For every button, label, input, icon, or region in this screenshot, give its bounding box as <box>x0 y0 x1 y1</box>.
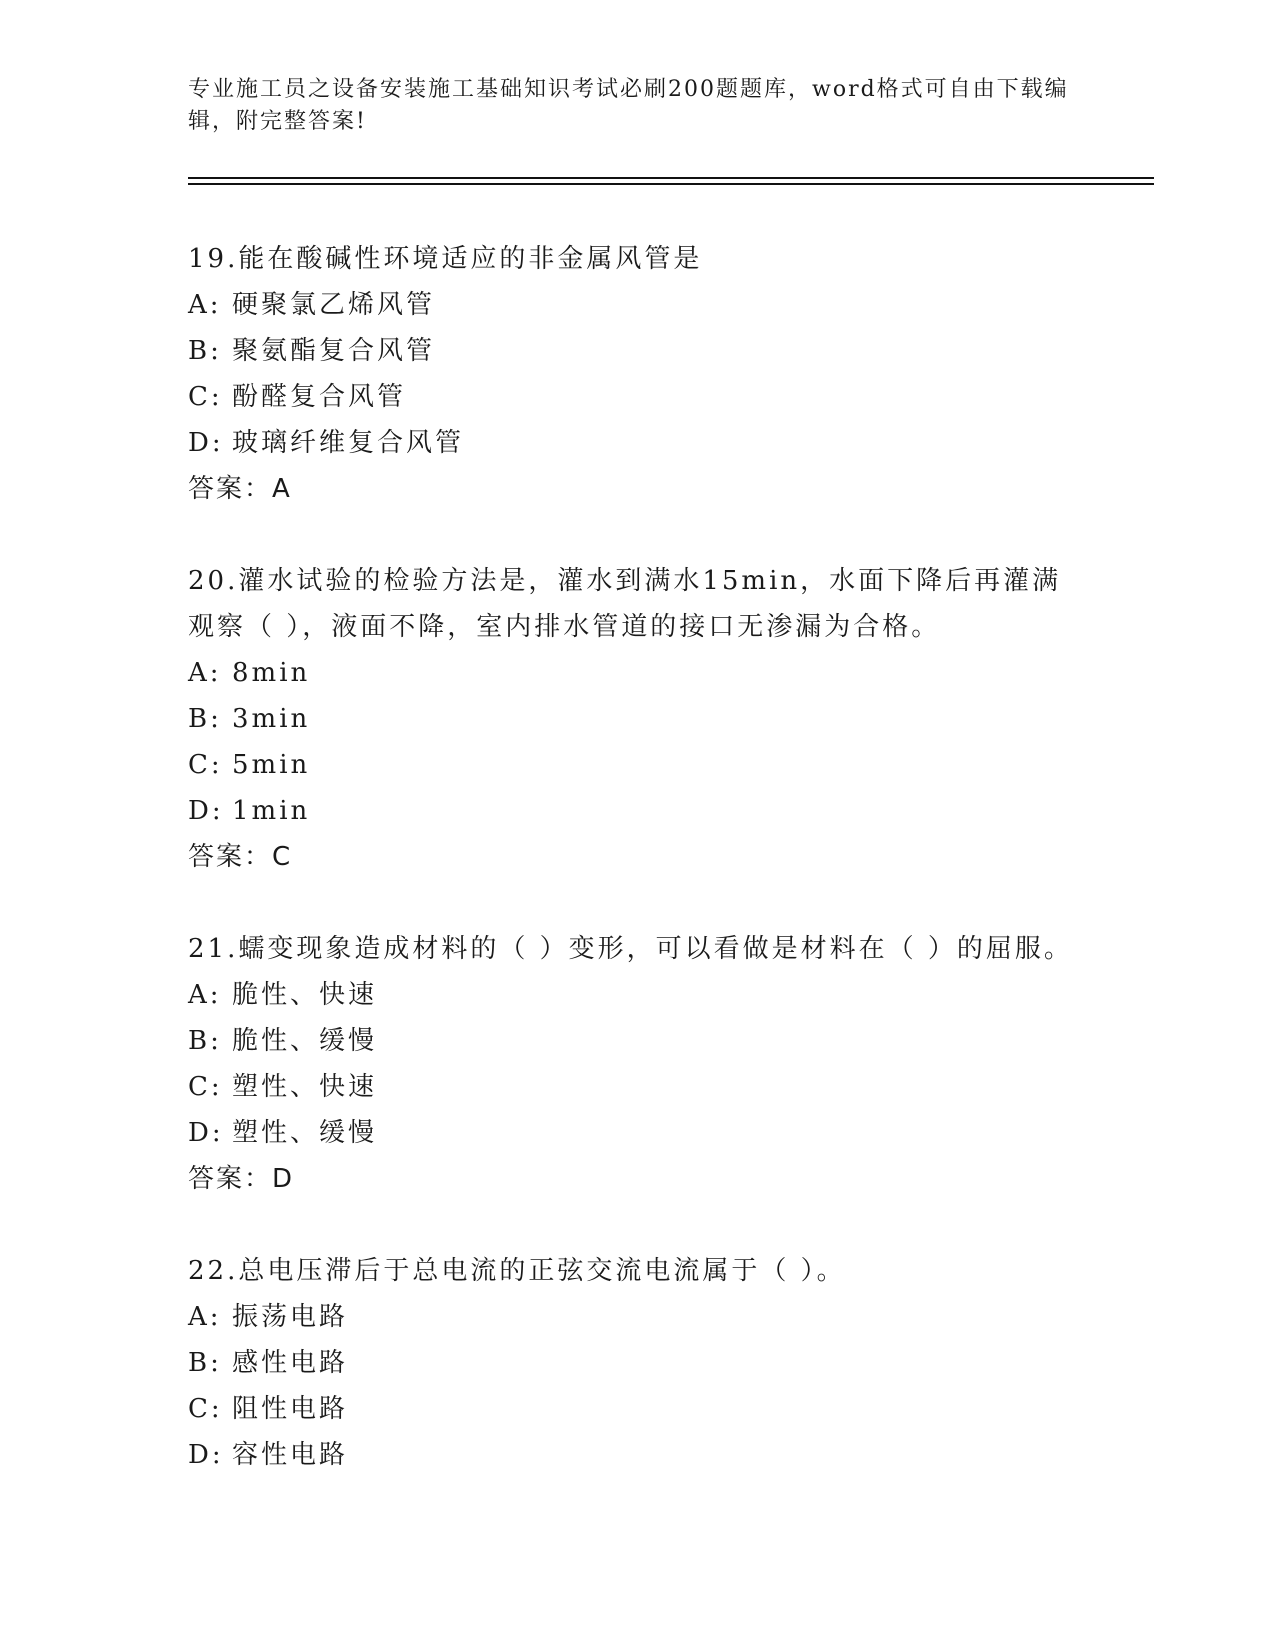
option-key: C: <box>188 382 223 412</box>
option-text: 振荡电路 <box>232 1302 349 1332</box>
option-key: B: <box>188 1026 222 1056</box>
option-text: 硬聚氯乙烯风管 <box>232 290 436 320</box>
option-text: 容性电路 <box>232 1440 349 1470</box>
option-c <box>188 374 1088 420</box>
option-key: C: <box>188 1394 223 1424</box>
option-key: B: <box>188 336 222 366</box>
question-22 <box>188 1248 1088 1478</box>
option-text: 3min <box>232 704 311 734</box>
option-b <box>188 1018 1088 1064</box>
option-key: A: <box>188 290 222 320</box>
option-text: 脆性、快速 <box>232 980 378 1010</box>
option-b <box>188 696 1088 742</box>
question-21 <box>188 926 1088 1202</box>
option-key: B: <box>188 1348 222 1378</box>
option-text: 塑性、缓慢 <box>232 1118 378 1148</box>
option-a <box>188 282 1088 328</box>
question-stem: 21.蠕变现象造成材料的（ ）变形，可以看做是材料在（ ）的屈服。 <box>188 934 1073 964</box>
option-c <box>188 1386 1088 1432</box>
option-key: A: <box>188 980 222 1010</box>
option-a <box>188 650 1088 696</box>
option-text: 玻璃纤维复合风管 <box>232 428 465 458</box>
option-d <box>188 1432 1088 1478</box>
document-title: 专业施工员之设备安装施工基础知识考试必刷200题题库，word格式可自由下载编辑，附完整答案! <box>188 77 1069 134</box>
option-c <box>188 1064 1088 1110</box>
option-text: 5min <box>232 750 311 780</box>
option-a <box>188 1294 1088 1340</box>
option-text: 酚醛复合风管 <box>232 382 407 412</box>
option-key: D: <box>188 1118 224 1148</box>
question-stem: 19.能在酸碱性环境适应的非金属风管是 <box>188 244 703 274</box>
option-key: D: <box>188 428 224 458</box>
question-stem: 22.总电压滞后于总电流的正弦交流电流属于（ ）。 <box>188 1256 846 1286</box>
option-key: D: <box>188 796 224 826</box>
option-d <box>188 788 1088 834</box>
answer-line: 答案：C <box>188 842 293 872</box>
option-d <box>188 1110 1088 1156</box>
option-b <box>188 328 1088 374</box>
option-d <box>188 420 1088 466</box>
option-key: A: <box>188 658 222 688</box>
option-text: 8min <box>232 658 311 688</box>
option-key: B: <box>188 704 222 734</box>
option-text: 脆性、缓慢 <box>232 1026 378 1056</box>
option-c <box>188 742 1088 788</box>
header-rule-bottom <box>188 183 1154 185</box>
answer-line: 答案：D <box>188 1164 295 1194</box>
option-key: D: <box>188 1440 224 1470</box>
question-stem: 20.灌水试验的检验方法是，灌水到满水15min，水面下降后再灌满观察（ ），液面不降，室内排水管道的接口无渗漏为合格。 <box>188 566 1062 642</box>
option-b <box>188 1340 1088 1386</box>
question-list <box>188 236 1088 1524</box>
answer-line: 答案：A <box>188 474 292 504</box>
option-text: 聚氨酯复合风管 <box>232 336 436 366</box>
option-a <box>188 972 1088 1018</box>
option-text: 塑性、快速 <box>232 1072 378 1102</box>
option-text: 1min <box>232 796 311 826</box>
option-text: 阻性电路 <box>232 1394 349 1424</box>
header-rule-top <box>188 177 1154 179</box>
option-key: C: <box>188 750 223 780</box>
option-key: C: <box>188 1072 223 1102</box>
option-key: A: <box>188 1302 222 1332</box>
option-text: 感性电路 <box>232 1348 349 1378</box>
question-19 <box>188 236 1088 512</box>
question-20 <box>188 558 1088 880</box>
